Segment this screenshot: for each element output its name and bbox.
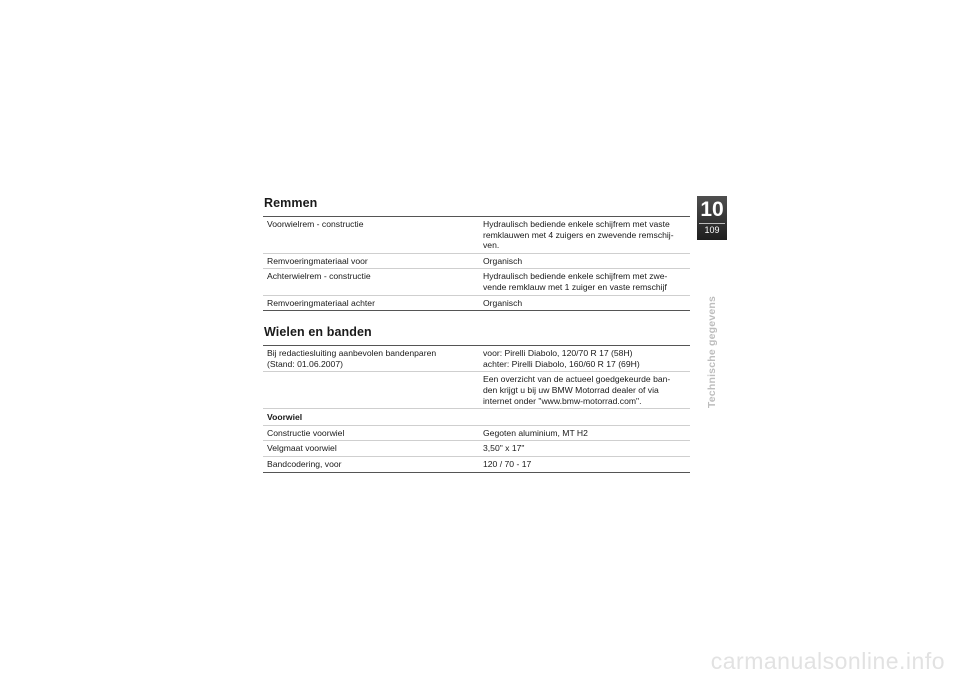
note-line: internet onder "www.bmw-motorrad.com". xyxy=(483,395,642,406)
row-label: Bandcodering, voor xyxy=(267,458,342,469)
row-value: 120 / 70 - 17 xyxy=(483,458,532,469)
row-value xyxy=(479,295,690,311)
table-row xyxy=(263,295,690,311)
wheels-table xyxy=(263,345,690,472)
table-row xyxy=(263,372,690,409)
note-line: den krijgt u bij uw BMW Motorrad dealer of via xyxy=(483,384,659,395)
main-content xyxy=(263,196,690,473)
subheading-row xyxy=(263,409,690,426)
label-line: (Stand: 01.06.2007) xyxy=(267,358,343,369)
value-line: Organisch xyxy=(483,255,523,266)
row-label: Voorwielrem - constructie xyxy=(263,217,479,254)
value-line: vende remklauw met 1 zuiger en vaste remschijf xyxy=(483,281,667,292)
page-number: 109 xyxy=(704,225,720,235)
watermark: carmanualsonline.info xyxy=(710,648,945,674)
row-value xyxy=(479,372,690,409)
chapter-tab xyxy=(697,196,727,240)
row-label: Remvoeringmateriaal voor xyxy=(263,253,479,269)
row-value: Gegoten aluminium, MT H2 xyxy=(479,425,690,441)
row-label: Constructie voorwiel xyxy=(263,425,479,441)
label-line: Bij redactiesluiting aanbevolen bandenparen xyxy=(267,348,437,359)
table-row xyxy=(263,217,690,254)
value-line: Hydraulisch bediende enkele schijfrem met zwe- xyxy=(483,271,668,282)
value-line: Hydraulisch bediende enkele schijfrem met vaste xyxy=(483,219,670,229)
table-row xyxy=(263,346,690,372)
row-value xyxy=(479,253,690,269)
row-value xyxy=(479,217,690,254)
table-row xyxy=(263,425,690,441)
row-label xyxy=(263,346,479,372)
table-row xyxy=(263,456,690,472)
value-line: remklauwen met 4 zuigers en zwevende remschij- xyxy=(483,229,674,240)
table-row xyxy=(263,441,690,457)
row-value: 3,50" x 17" xyxy=(479,441,690,457)
row-label: Velgmaat voorwiel xyxy=(263,441,479,457)
row-value xyxy=(479,269,690,295)
chapter-side-title: Technische gegevens xyxy=(706,295,718,409)
value-line: Organisch xyxy=(483,297,523,308)
row-label: Remvoeringmateriaal achter xyxy=(267,297,375,308)
value-line: ven. xyxy=(483,240,500,251)
row-label-empty xyxy=(263,372,479,409)
row-label: Achterwielrem - constructie xyxy=(263,269,479,295)
row-value xyxy=(479,346,690,372)
note-line: Een overzicht van de actueel goedgekeurde ban- xyxy=(483,374,671,385)
section-title-wheels: Wielen en banden xyxy=(264,325,372,340)
table-row xyxy=(263,269,690,295)
value-line: voor: Pirelli Diabolo, 120/70 R 17 (58H) xyxy=(483,348,633,359)
value-line: achter: Pirelli Diabolo, 160/60 R 17 (69H) xyxy=(483,358,640,369)
brakes-table xyxy=(263,216,690,311)
section-title-brakes: Remmen xyxy=(264,196,318,210)
subheading-front-wheel: Voorwiel xyxy=(263,409,690,426)
chapter-number: 10 xyxy=(700,198,724,221)
table-row xyxy=(263,253,690,269)
